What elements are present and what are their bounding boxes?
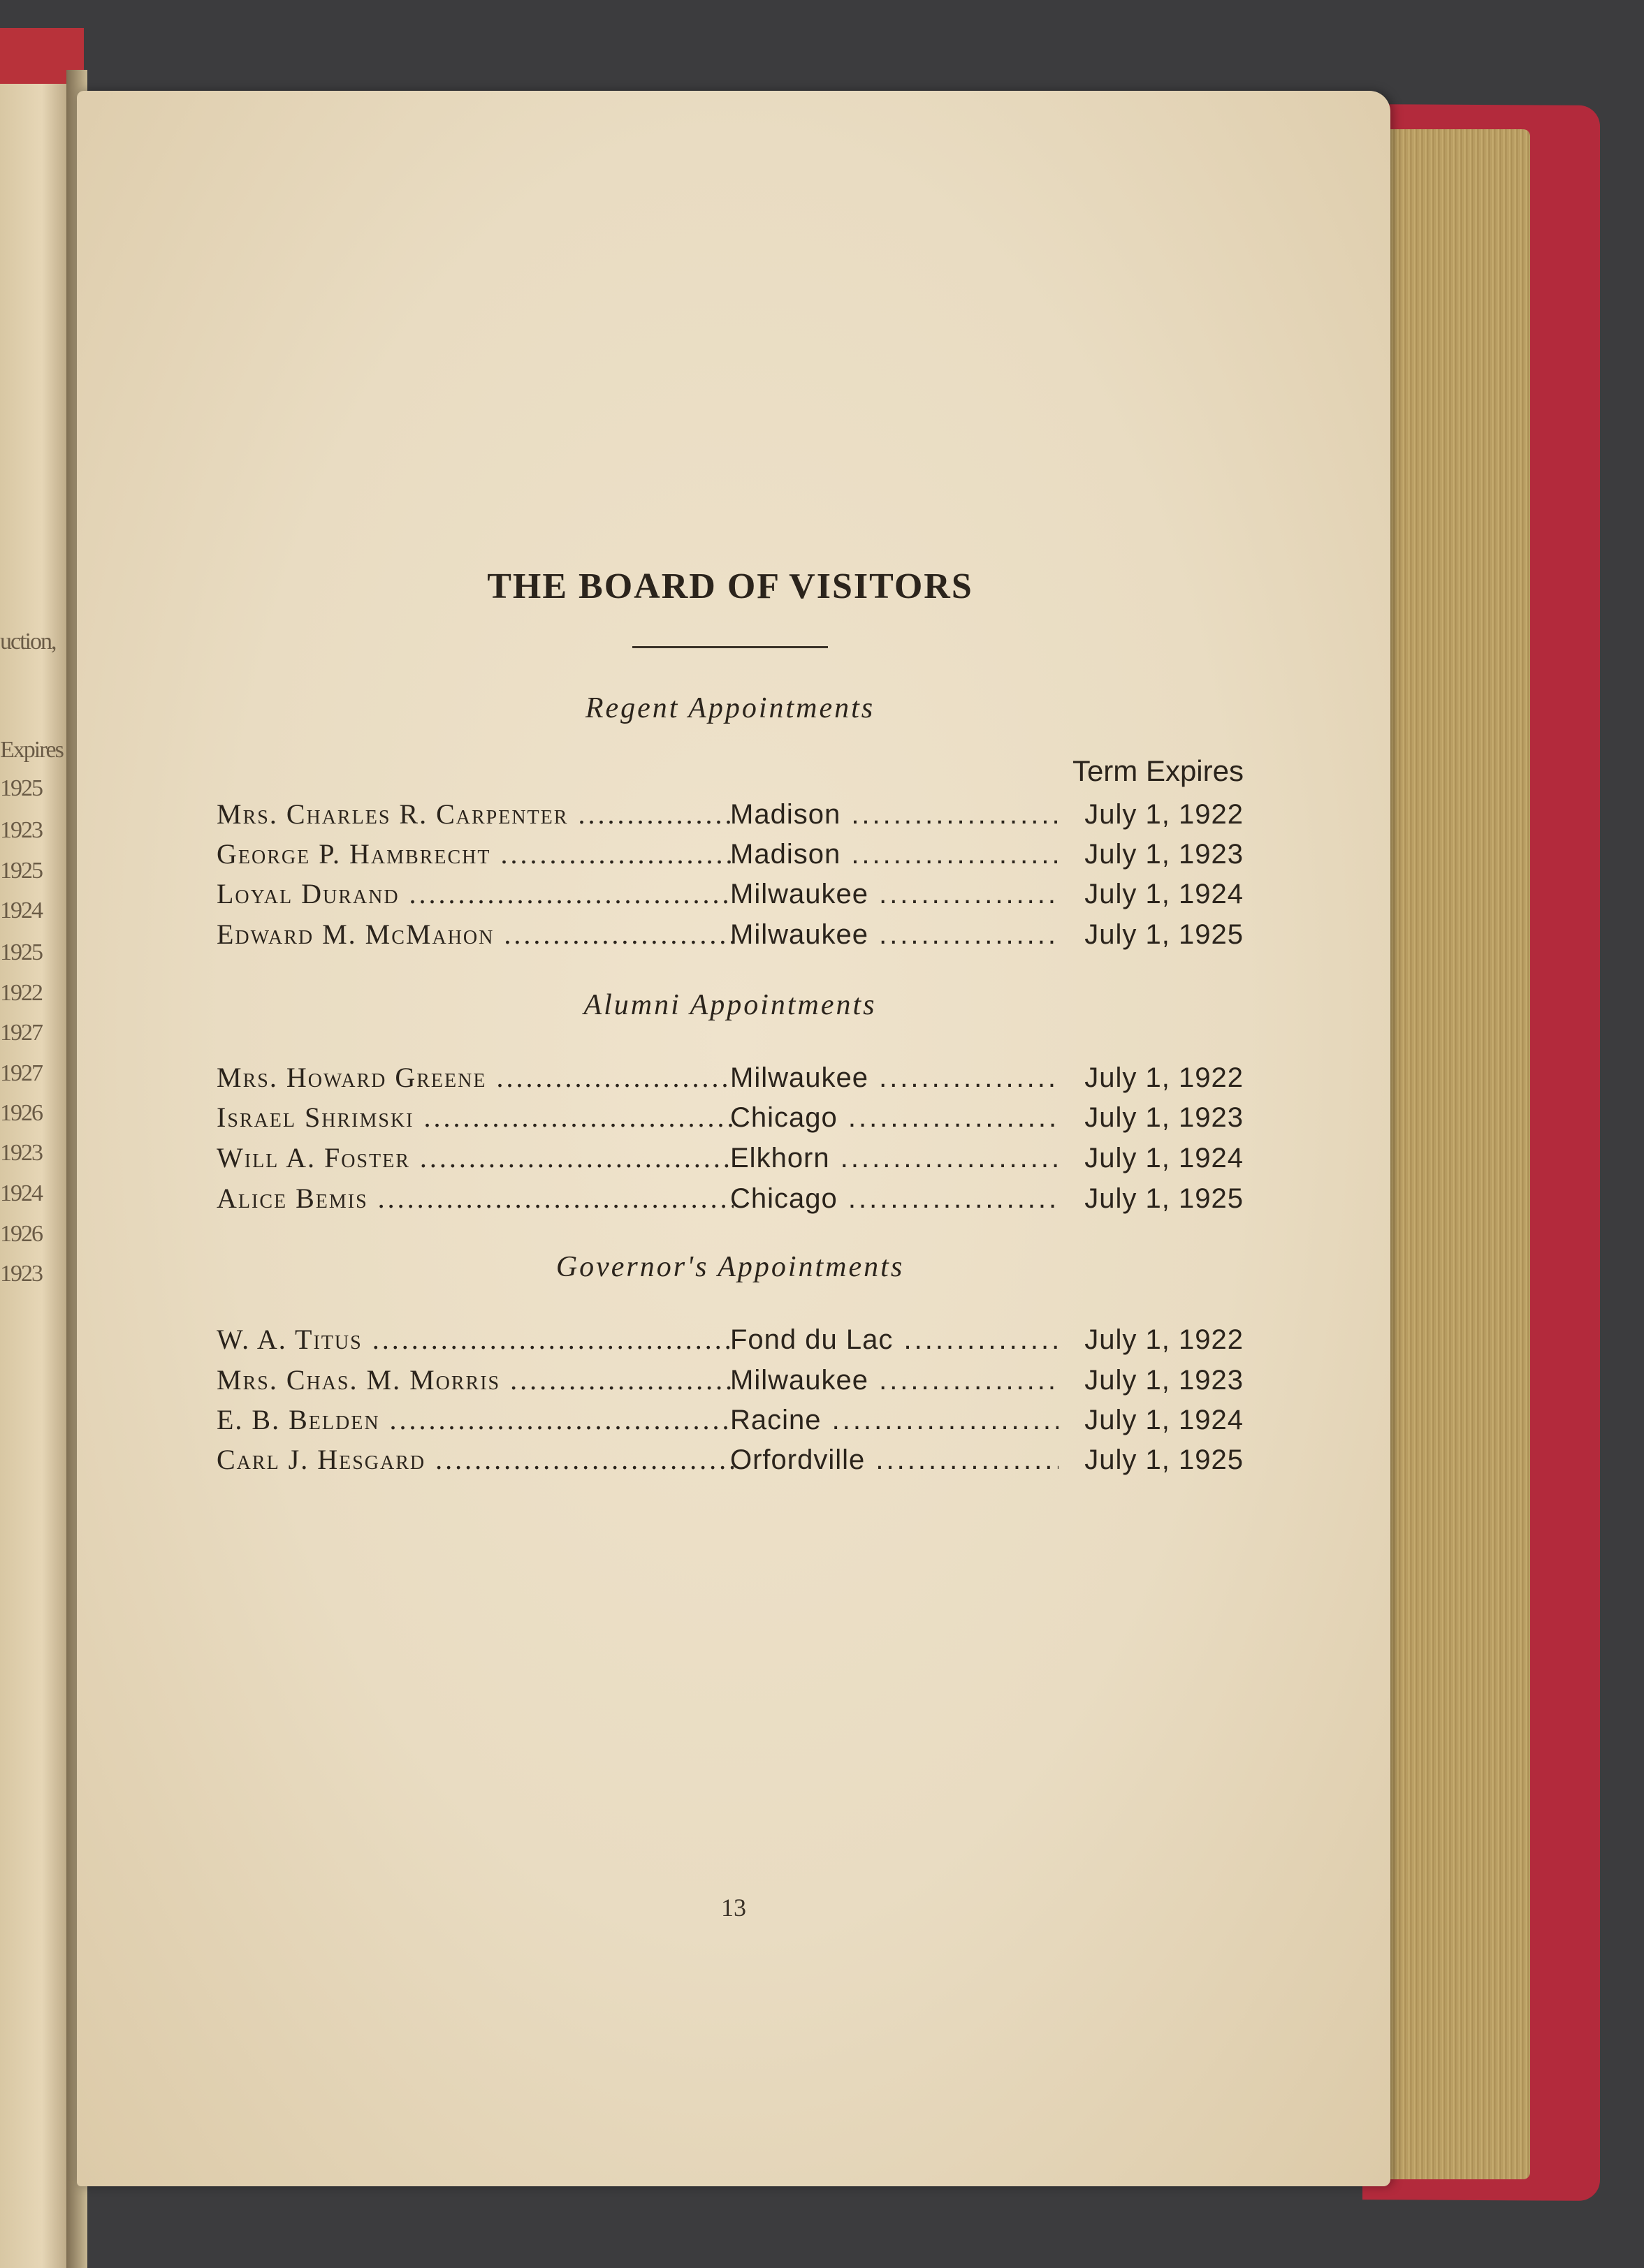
term-date: July 1, 1923 bbox=[1084, 1365, 1244, 1396]
table-row bbox=[217, 1440, 1244, 1479]
member-place: Milwaukee ..... bbox=[730, 1058, 1059, 1097]
page-number: 13 bbox=[721, 1894, 746, 1922]
member-place: Milwaukee ..... bbox=[730, 1361, 1059, 1400]
facing-page-fragment: uction, bbox=[0, 629, 56, 654]
term-date: July 1, 1923 bbox=[1084, 1102, 1244, 1133]
member-name: Mrs. Chas. M. Morris ..... bbox=[217, 1361, 734, 1400]
facing-page-fragment: Expires bbox=[0, 737, 63, 763]
member-place: Milwaukee ..... bbox=[730, 915, 1059, 954]
table-row bbox=[217, 1320, 1244, 1359]
table-row bbox=[217, 875, 1244, 914]
term-date: July 1, 1924 bbox=[1084, 1405, 1244, 1435]
term-date: July 1, 1922 bbox=[1084, 799, 1244, 830]
member-place: Elkhorn ..... bbox=[730, 1139, 1059, 1178]
facing-page-year: 1923 bbox=[0, 1140, 42, 1166]
table-row bbox=[217, 1179, 1244, 1218]
term-date: July 1, 1925 bbox=[1084, 1183, 1244, 1214]
member-name: Mrs. Charles R. Carpenter ..... bbox=[217, 795, 734, 834]
member-name: Israel Shrimski ..... bbox=[217, 1098, 734, 1137]
page-title: THE BOARD OF VISITORS bbox=[487, 566, 973, 606]
facing-page-year: 1923 bbox=[0, 817, 42, 843]
section-heading-regent: Regent Appointments bbox=[585, 692, 875, 724]
term-date: July 1, 1924 bbox=[1084, 1143, 1244, 1173]
member-name: W. A. Titus ..... bbox=[217, 1320, 734, 1359]
table-row bbox=[217, 1098, 1244, 1137]
facing-page-year: 1925 bbox=[0, 775, 42, 801]
table-row bbox=[217, 1139, 1244, 1178]
table-row bbox=[217, 835, 1244, 874]
facing-page-year: 1925 bbox=[0, 858, 42, 884]
member-name: Loyal Durand ..... bbox=[217, 875, 734, 914]
member-name: Alice Bemis ..... bbox=[217, 1179, 734, 1218]
table-row bbox=[217, 1058, 1244, 1097]
facing-page-year: 1927 bbox=[0, 1020, 42, 1046]
facing-page-year: 1927 bbox=[0, 1060, 42, 1086]
member-place: Fond du Lac ..... bbox=[730, 1320, 1059, 1359]
member-place: Chicago ..... bbox=[730, 1098, 1059, 1137]
member-place: Orfordville ..... bbox=[730, 1440, 1059, 1479]
term-expires-header: Term Expires bbox=[1072, 754, 1244, 787]
facing-page-year: 1923 bbox=[0, 1261, 42, 1287]
term-date: July 1, 1923 bbox=[1084, 839, 1244, 870]
title-rule bbox=[632, 646, 828, 648]
facing-page-edge bbox=[0, 84, 70, 2268]
facing-page-year: 1926 bbox=[0, 1100, 42, 1126]
member-name: Carl J. Hesgard ..... bbox=[217, 1440, 734, 1479]
facing-page-year: 1924 bbox=[0, 1180, 42, 1206]
member-name: Will A. Foster ..... bbox=[217, 1139, 734, 1178]
section-heading-alumni: Alumni Appointments bbox=[583, 989, 877, 1021]
table-row bbox=[217, 1400, 1244, 1440]
member-name: Mrs. Howard Greene ..... bbox=[217, 1058, 734, 1097]
section-heading-governor: Governor's Appointments bbox=[555, 1251, 905, 1283]
facing-page-year: 1925 bbox=[0, 939, 42, 965]
member-place: Racine ..... bbox=[730, 1400, 1059, 1440]
member-place: Chicago ..... bbox=[730, 1179, 1059, 1218]
table-row bbox=[217, 1361, 1244, 1400]
member-place: Milwaukee ..... bbox=[730, 875, 1059, 914]
facing-page-year: 1924 bbox=[0, 898, 42, 923]
table-row bbox=[217, 795, 1244, 834]
table-row bbox=[217, 915, 1244, 954]
facing-page-year: 1922 bbox=[0, 980, 42, 1006]
term-date: July 1, 1925 bbox=[1084, 919, 1244, 950]
member-place: Madison ..... bbox=[730, 835, 1059, 874]
member-name: George P. Hambrecht ..... bbox=[217, 835, 734, 874]
facing-page-year: 1926 bbox=[0, 1221, 42, 1247]
term-date: July 1, 1922 bbox=[1084, 1062, 1244, 1093]
member-place: Madison ..... bbox=[730, 795, 1059, 834]
term-date: July 1, 1924 bbox=[1084, 879, 1244, 909]
member-name: Edward M. McMahon ..... bbox=[217, 915, 734, 954]
member-name: E. B. Belden ..... bbox=[217, 1400, 734, 1440]
page-block-edges bbox=[1390, 129, 1530, 2179]
term-date: July 1, 1922 bbox=[1084, 1324, 1244, 1355]
term-date: July 1, 1925 bbox=[1084, 1444, 1244, 1475]
